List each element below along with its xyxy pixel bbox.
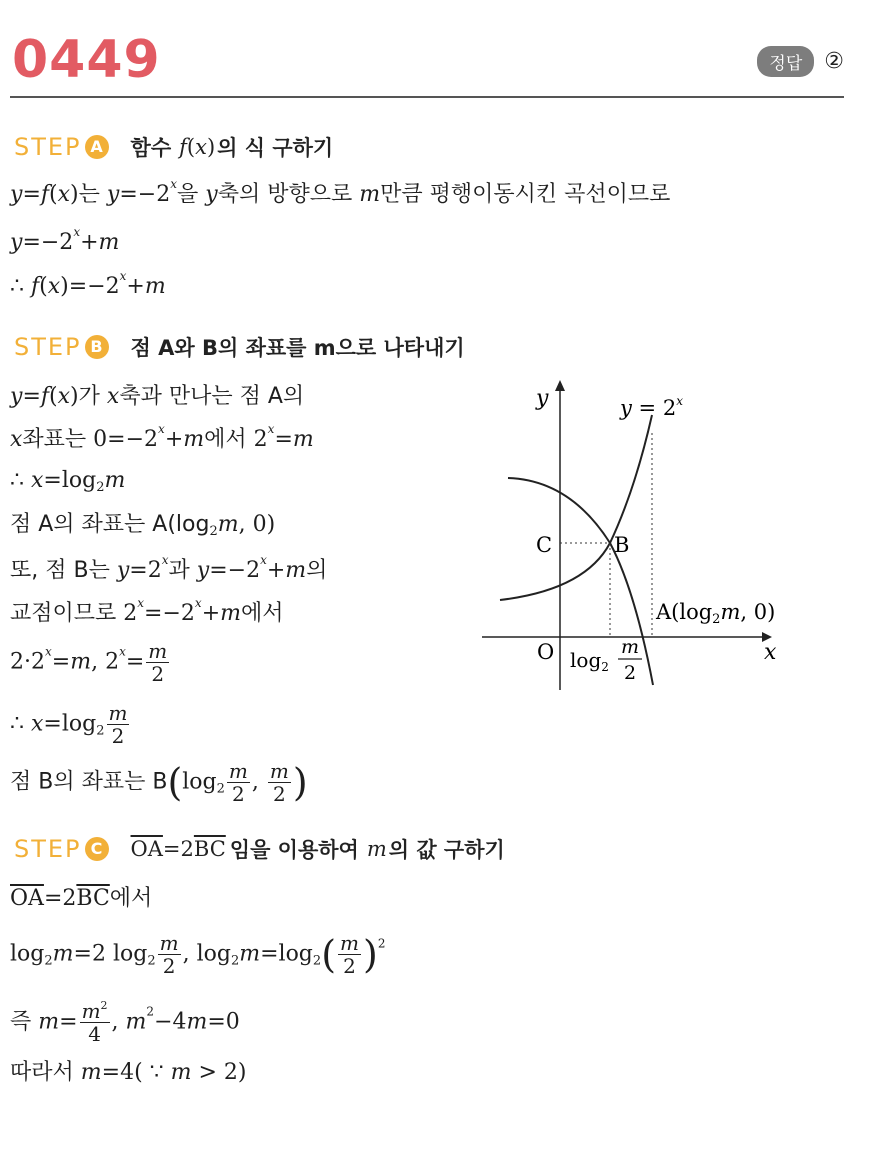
line-b7: $2\cdot 2^x=m$, $2^x=$ $\frac{m}{2}$ bbox=[10, 639, 168, 686]
step-a-title-pre: 함수 bbox=[130, 136, 172, 160]
tick-frac-den: 2 bbox=[624, 662, 637, 684]
point-a-label: A(log2m, 0) bbox=[656, 600, 776, 627]
step-a-title: 의 식 구하기 bbox=[217, 136, 334, 160]
step-c-title-end: 의 값 구하기 bbox=[388, 838, 505, 862]
point-c-label: C bbox=[536, 533, 553, 557]
tick-log2-m-over-2: $\log_2$ bbox=[570, 648, 609, 674]
line-a1: y=f(x)는 $y=-2^x$을 y축의 방향으로 m만큼 평행이동시킨 곡선이므로 bbox=[10, 177, 671, 207]
step-c-heading: STEP C $\overline{OA}=2\overline{BC}$ 임을 이용하여 m 의 값 구하기 bbox=[14, 835, 505, 863]
line-b9: 점 B의 좌표는 $B(\log_2$ $\frac{m}{2}$ , $\frac{m}{2}$ ) bbox=[10, 759, 308, 806]
curve-label: $y = 2^x$ bbox=[620, 394, 683, 420]
line-a2: $y=-2^x+m$ bbox=[10, 225, 120, 255]
step-a-heading: STEP A 함수 f(x) 의 식 구하기 bbox=[14, 133, 334, 161]
curve-2-pow-x bbox=[500, 415, 652, 600]
step-word: STEP bbox=[14, 133, 82, 161]
line-b1: y=f(x)가 x축과 만나는 점 A의 bbox=[10, 384, 305, 409]
answer-area bbox=[757, 46, 844, 77]
tick-frac-num: m bbox=[621, 636, 640, 658]
step-c-title-mid: 임을 이용하여 bbox=[229, 838, 359, 862]
line-b4: 점 A의 좌표는 $A(\log_2m$, 0) bbox=[10, 512, 276, 539]
line-b6: 교점이므로 $2^x=-2^x+m$에서 bbox=[10, 596, 284, 626]
line-b8: ∴ $x=\log_2$ $\frac{m}{2}$ bbox=[10, 701, 128, 748]
point-b-label: B bbox=[614, 533, 630, 557]
step-b-badge: B bbox=[85, 335, 109, 359]
line-c4: 따라서 m=4( ∵ m > 2) bbox=[10, 1060, 247, 1085]
step-c-badge: C bbox=[85, 837, 109, 861]
line-a3: ∴ $f(x)=-2^x+m$ bbox=[10, 269, 166, 299]
step-a-badge: A bbox=[85, 135, 109, 159]
line-c2: $\log_2m=2$ $\log_2$ $\frac{m}{2}$ , $\log_2m=\log_2$( $\frac{m}{2}$ )$^2$ bbox=[10, 931, 386, 978]
y-axis-arrow bbox=[555, 380, 565, 391]
line-b5: 또, 점 B는 $y=2^x$과 $y=-2^x+m$의 bbox=[10, 553, 328, 583]
step-b-heading: STEP B 점 A와 B의 좌표를 m으로 나타내기 bbox=[14, 333, 465, 361]
x-axis-label: x bbox=[764, 640, 777, 665]
step-b-title: 점 A와 B의 좌표를 m으로 나타내기 bbox=[130, 336, 465, 360]
line-c1: $\overline{OA}=2\overline{BC}$에서 bbox=[10, 886, 153, 911]
line-c3: 즉 m= $\frac{m^2}{4}$ , $m^2-4m=0$ bbox=[10, 999, 240, 1046]
line-b2: x좌표는 $0=-2^x+m$에서 $2^x=m$ bbox=[10, 422, 314, 452]
problem-header bbox=[10, 30, 844, 98]
y-axis-label: y bbox=[536, 386, 549, 411]
line-b3: ∴ $x=\log_2m$ bbox=[10, 468, 126, 495]
problem-number: 0449 bbox=[12, 30, 161, 90]
graph bbox=[470, 375, 850, 695]
answer-value: ② bbox=[824, 49, 844, 74]
answer-badge: 정답 bbox=[757, 46, 814, 77]
origin-label: O bbox=[537, 640, 555, 664]
